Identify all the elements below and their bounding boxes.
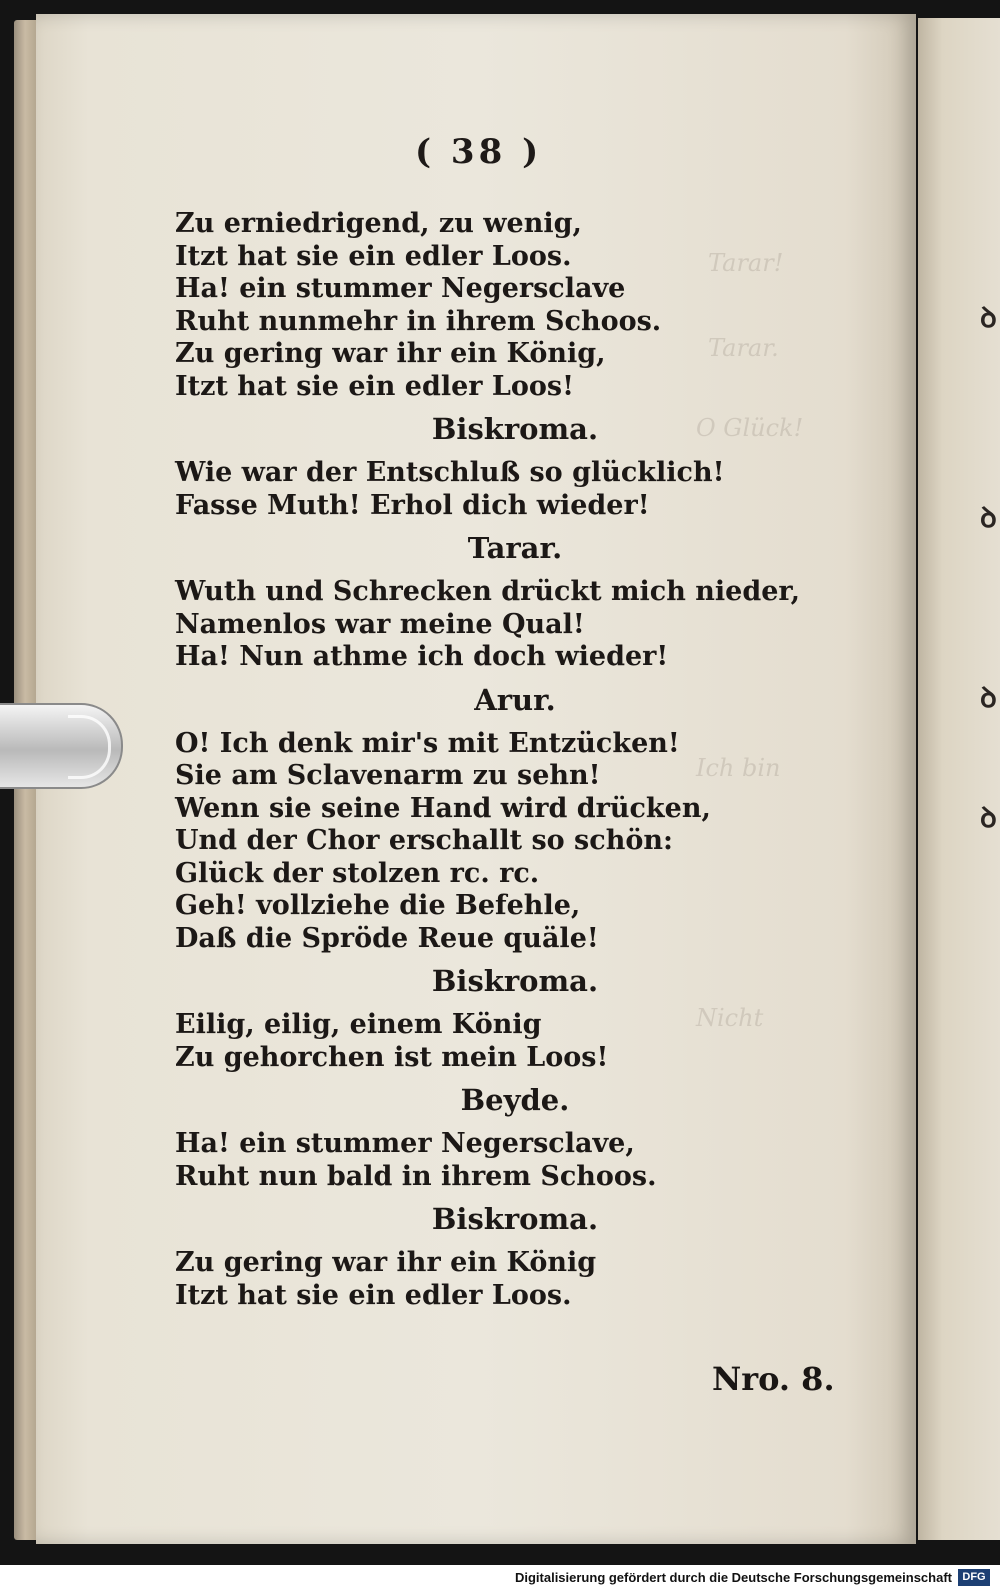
verse-line: Sie am Sclavenarm zu sehn!: [175, 760, 601, 791]
verse-line: Ruht nunmehr in ihrem Schoos.: [175, 305, 662, 337]
verse-text: [175, 208, 815, 1312]
facing-page-fragment: ꝺ: [980, 681, 997, 714]
page-number: ( 38 ): [415, 132, 543, 172]
dfg-logo: DFG: [958, 1569, 990, 1586]
verse-line: Zu gering war ihr ein König: [175, 1247, 597, 1278]
speaker-heading: Arur.: [474, 682, 556, 717]
bleed-through-text: O Glück!: [696, 414, 804, 442]
bleed-through-text: Tarar.: [708, 334, 779, 362]
verse-line: Namenlos war meine Qual!: [175, 608, 585, 640]
speaker-heading: Biskroma.: [431, 1202, 599, 1236]
verse-line: O! Ich denk mir's mit Entzücken!: [175, 727, 680, 759]
bleed-through-text: Nicht: [696, 1004, 764, 1032]
verse-line: Glück der stolzen rc. rc.: [175, 857, 540, 889]
verse-line: Fasse Muth! Erhol dich wieder!: [175, 489, 650, 521]
verse-line: Wie war der Entschluß so glücklich!: [175, 457, 725, 488]
verse-line: Itzt hat sie ein edler Loos.: [175, 1279, 572, 1311]
verse-line: Itzt hat sie ein edler Loos!: [175, 370, 574, 402]
verse-line: Zu gehorchen ist mein Loos!: [175, 1041, 609, 1073]
catchword: Nro. 8.: [712, 1360, 835, 1398]
verse-line: Ruht nun bald in ihrem Schoos.: [175, 1160, 657, 1192]
facing-page-fragment: ꝺ: [980, 301, 997, 334]
facing-page-edge: [918, 18, 1000, 1540]
verse-line: Itzt hat sie ein edler Loos.: [175, 240, 572, 272]
bleed-through-text: Tarar!: [708, 249, 784, 277]
facing-page-fragment: ꝺ: [980, 501, 997, 534]
speaker-heading: Biskroma.: [431, 412, 599, 446]
verse-line: Und der Chor erschallt so schön:: [175, 825, 673, 856]
verse-line: Zu erniedrigend, zu wenig,: [175, 208, 582, 239]
verse-line: Zu gering war ihr ein König,: [175, 338, 606, 369]
verse-line: Ha! ein stummer Negersclave: [175, 273, 626, 304]
digitization-footer: [0, 1565, 1000, 1591]
verse-line: Daß die Spröde Reue quäle!: [175, 922, 599, 954]
verse-line: Geh! vollziehe die Befehle,: [175, 890, 581, 921]
speaker-heading: Beyde.: [460, 1083, 570, 1117]
speaker-heading: Biskroma.: [431, 964, 599, 998]
verse-line: Wuth und Schrecken drückt mich nieder,: [175, 576, 801, 607]
speaker-heading: Tarar.: [467, 531, 563, 565]
verse-line: Ha! ein stummer Negersclave,: [175, 1128, 635, 1159]
verse-line: Eilig, eilig, einem König: [175, 1009, 542, 1040]
bleed-through-text: Ich bin: [696, 754, 781, 782]
facing-page-fragment: ꝺ: [980, 801, 997, 834]
page-clip: [0, 703, 123, 789]
verse-line: Wenn sie seine Hand wird drücken,: [175, 792, 711, 824]
footer-credit: Digitalisierung gefördert durch die Deutsche Forschungsgemeinschaft: [514, 1570, 952, 1585]
verse-line: Ha! Nun athme ich doch wieder!: [175, 641, 669, 672]
